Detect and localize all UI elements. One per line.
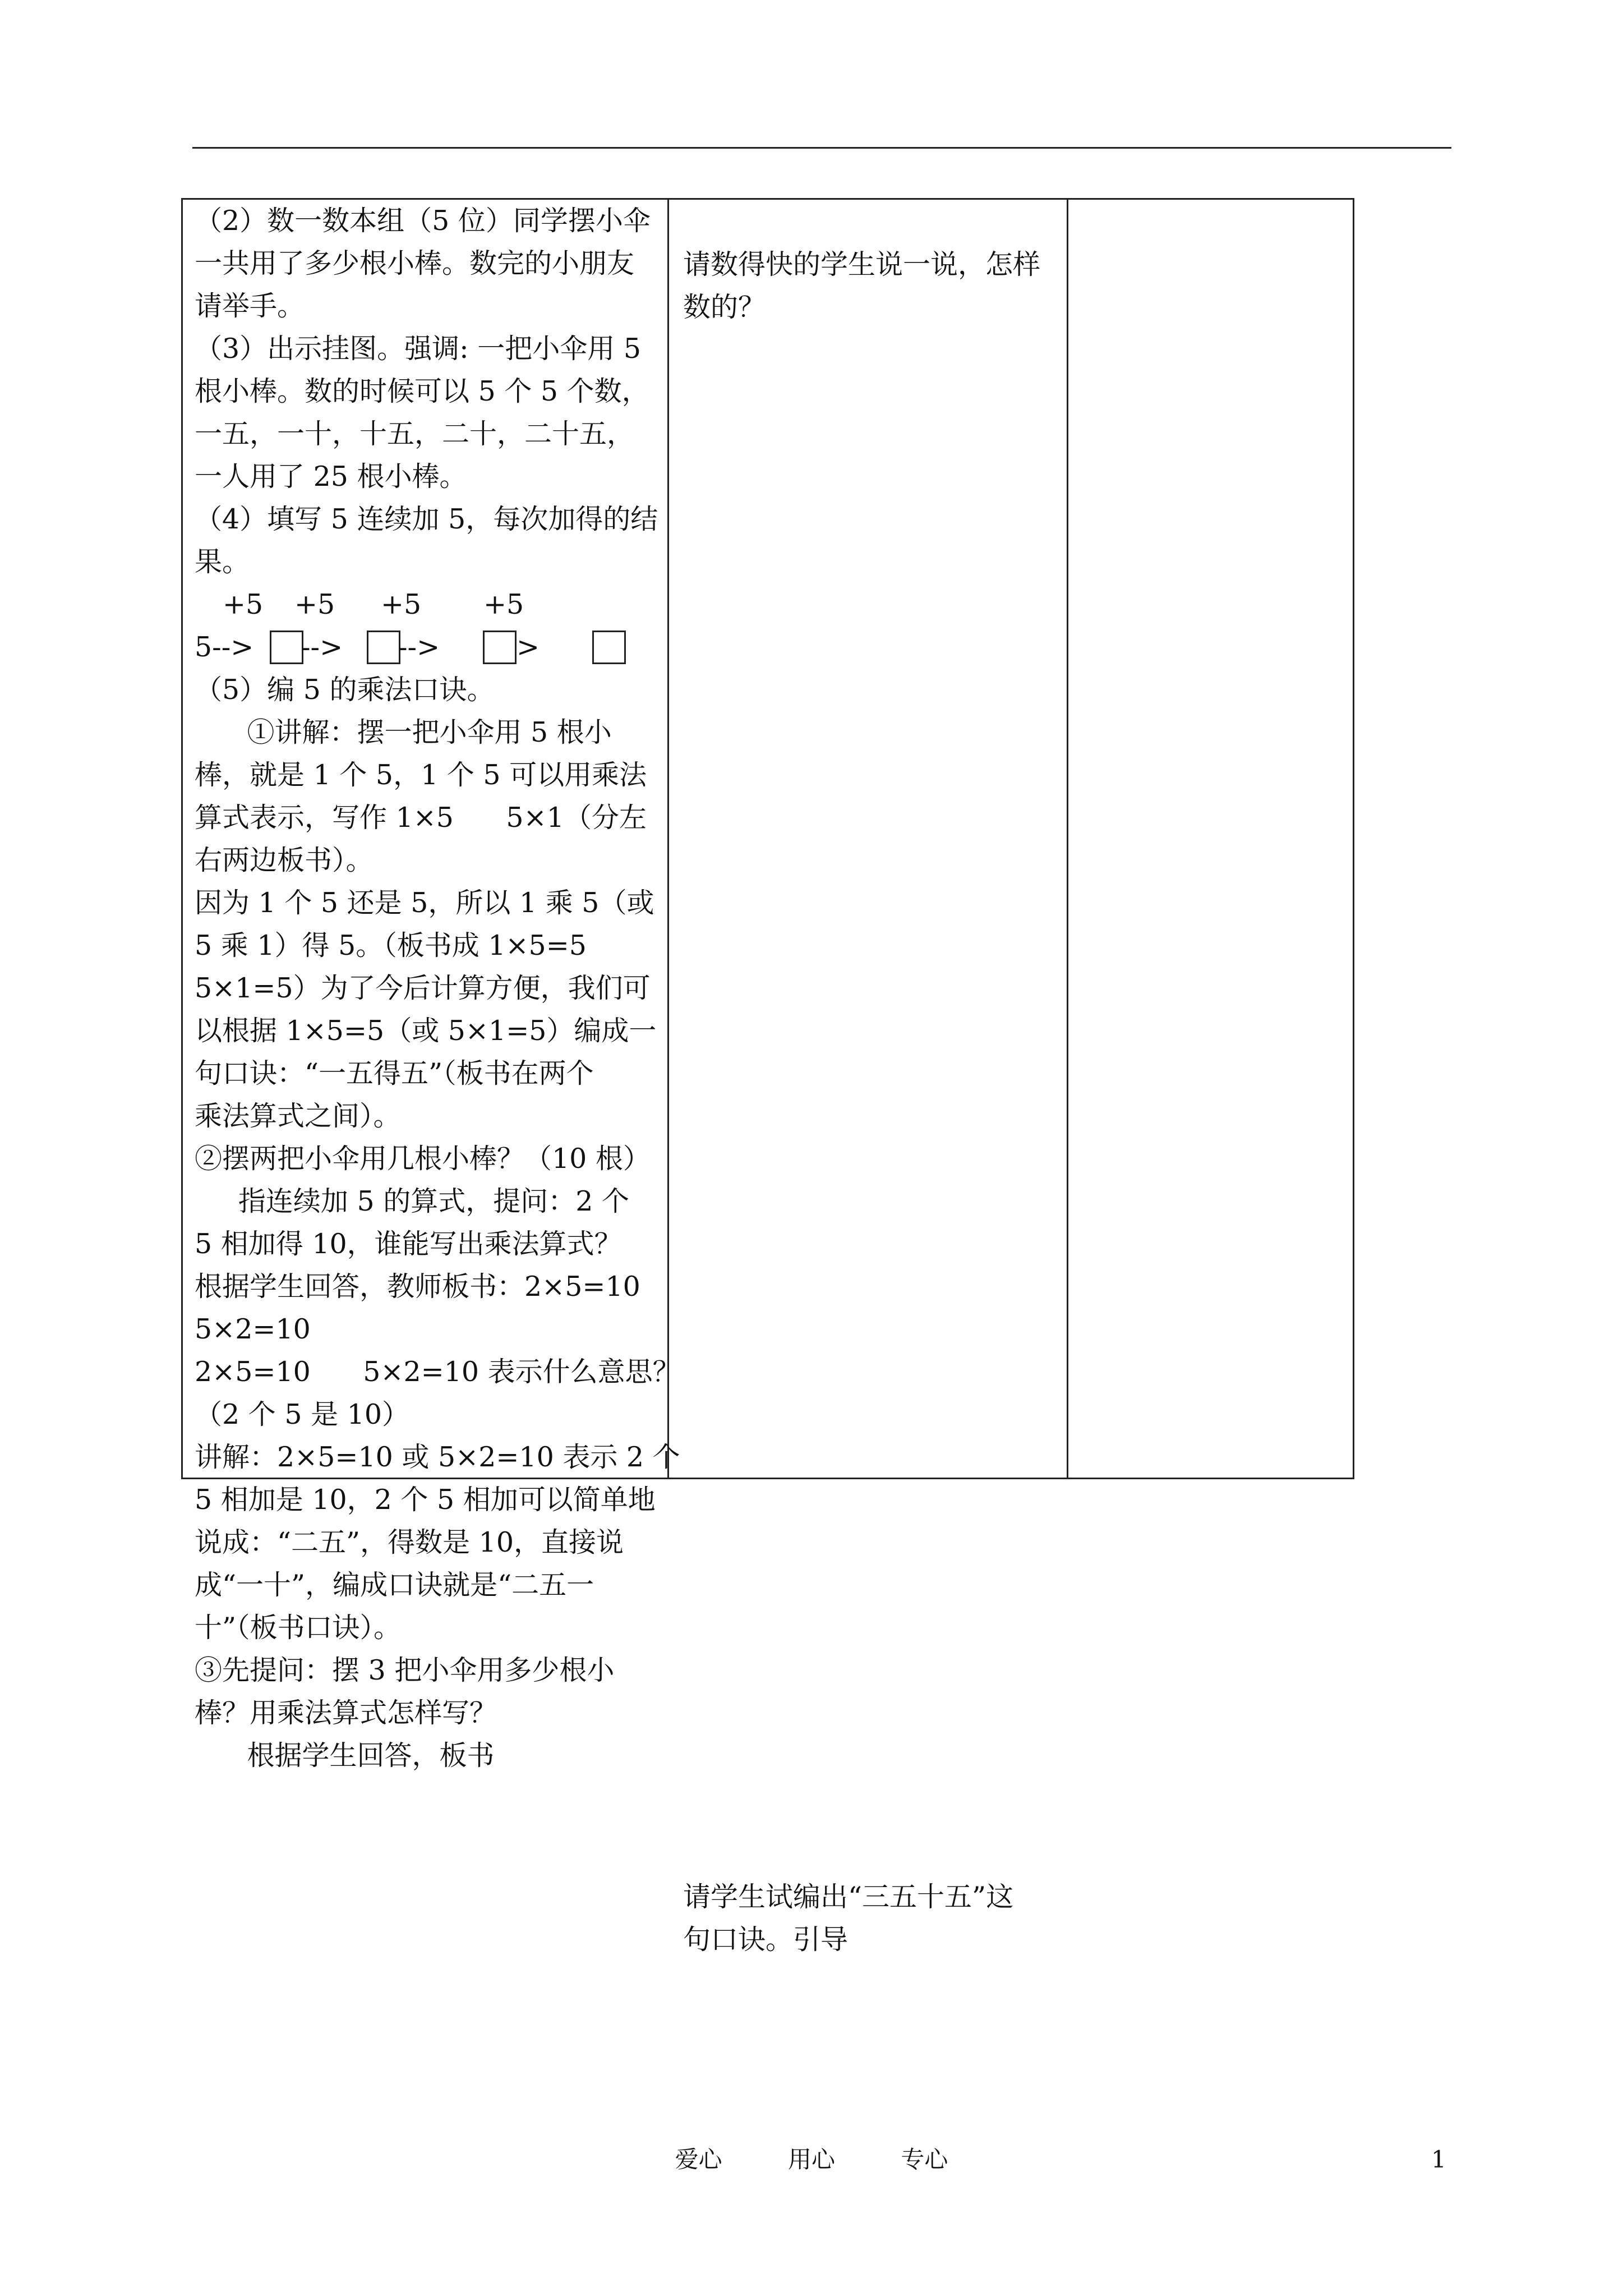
text-line: 一人用了 25 根小棒。 (195, 461, 467, 493)
text-line: 2×5=10 5×2=10 表示什么意思？ (195, 1356, 680, 1388)
text-line: 5 相加得 10，谁能写出乘法算式？ (195, 1228, 622, 1260)
text-line: 成“一十”，编成口诀就是“二五一 (195, 1569, 594, 1601)
text-line: 5 相加是 10，2 个 5 相加可以简单地 (195, 1484, 656, 1516)
text-line: 5 乘 1）得 5。（板书成 1×5=5 (195, 930, 587, 961)
answer-box[interactable] (483, 631, 517, 664)
text-line: 请举手。 (195, 290, 305, 322)
text-line: 请学生试编出“三五十五”这 (683, 1881, 1014, 1913)
header-rule (192, 147, 1451, 149)
text-line: 十”（板书口诀）。 (195, 1612, 402, 1644)
text-line: 句口诀：“一五得五”（板书在两个 (195, 1057, 594, 1089)
text-line: 算式表示，写作 1×5 5×1（分左 (195, 802, 647, 834)
text-line: （3）出示挂图。强调: 一把小伞用 5 (195, 333, 642, 365)
text-line: 说成：“二五”，得数是 10，直接说 (195, 1526, 624, 1558)
column-divider (1067, 200, 1068, 1478)
text-line: 5×2=10 (195, 1313, 311, 1345)
text-line: （2 个 5 是 10） (195, 1398, 410, 1430)
student-activity-note (683, 243, 1064, 329)
text-line: （4）填写 5 连续加 5，每次加得的结 (195, 503, 658, 535)
plus-five-label: +5 (223, 588, 264, 620)
plus-five-label: +5 (483, 588, 524, 620)
chain-arrow: --> (398, 631, 440, 663)
text-line: ②摆两把小伞用几根小棒？（10 根） (195, 1143, 651, 1175)
text-line: 因为 1 个 5 还是 5，所以 1 乘 5（或 (195, 887, 654, 919)
student-activity-note (683, 1876, 1064, 1961)
footer-motto (0, 2143, 1623, 2177)
text-line: ③先提问：摆 3 把小伞用多少根小 (195, 1654, 615, 1686)
text-line: 棒？用乘法算式怎样写？ (195, 1697, 497, 1729)
footer-motto-word: 爱心 (675, 2146, 722, 2173)
text-line: 乘法算式之间）。 (195, 1100, 401, 1132)
plus-five-label: +5 (381, 588, 422, 620)
text-line: ①讲解：摆一把小伞用 5 根小 (195, 716, 612, 748)
text-line: 根据学生回答，板书 (195, 1740, 495, 1772)
answer-box[interactable] (367, 631, 400, 664)
addition-chain (195, 626, 660, 669)
chain-start: 5--> (195, 631, 254, 663)
text-line: 指连续加 5 的算式，提问：2 个 (195, 1185, 629, 1217)
text-line: 数的？ (683, 291, 766, 323)
text-line: 一五，一十，十五，二十，二十五， (195, 418, 635, 450)
chain-arrow: --> (301, 631, 343, 663)
plus-five-label: +5 (294, 588, 335, 620)
text-line: （5）编 5 的乘法口诀。 (195, 674, 495, 706)
column-divider (667, 200, 669, 1478)
text-line: （2）数一数本组（5 位）同学摆小伞 (195, 205, 651, 237)
text-line: 根据学生回答，教师板书：2×5=10 (195, 1271, 640, 1303)
text-line: 请数得快的学生说一说，怎样 (683, 249, 1041, 280)
text-line: 果。 (195, 546, 250, 578)
addition-labels-row (195, 583, 660, 626)
page-number: 1 (1431, 2146, 1446, 2173)
text-line: 棒，就是 1 个 5，1 个 5 可以用乘法 (195, 759, 647, 791)
text-line: 一共用了多少根小棒。数完的小朋友 (195, 247, 635, 279)
answer-box[interactable] (270, 631, 303, 664)
text-line: 5×1=5）为了今后计算方便，我们可 (195, 972, 651, 1004)
footer-motto-word: 用心 (787, 2146, 835, 2173)
text-line: 右两边板书）。 (195, 844, 374, 876)
text-line: 根小棒。数的时候可以 5 个 5 个数， (195, 375, 649, 407)
text-line: 讲解：2×5=10 或 5×2=10 表示 2 个 (195, 1441, 680, 1473)
text-line: 以根据 1×5=5（或 5×1=5）编成一 (195, 1015, 657, 1047)
answer-box[interactable] (592, 631, 626, 664)
text-line: 句口诀。引导 (683, 1924, 849, 1955)
teaching-process-column (195, 200, 680, 1777)
footer-motto-word: 专心 (901, 2146, 948, 2173)
chain-arrow: > (517, 631, 540, 663)
